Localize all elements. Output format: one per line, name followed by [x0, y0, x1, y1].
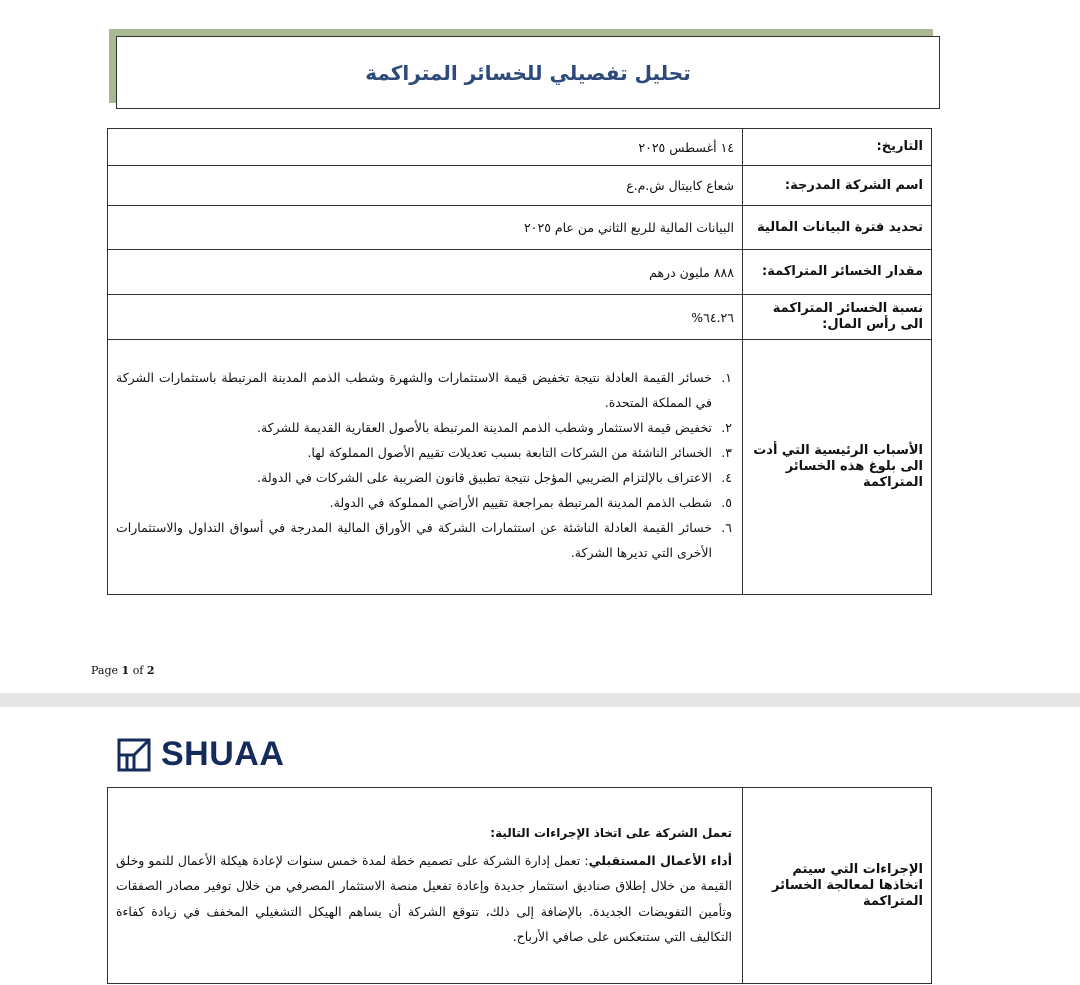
table-row	[108, 788, 932, 984]
actions-table	[107, 787, 932, 984]
list-item: ٢. تخفيض قيمة الاستثمار وشطب الذمم المدينة المرتبطة بالأصول العقارية القديمة للشركة.	[256, 420, 732, 435]
row-label-period: تحديد فترة البيانات المالية	[743, 206, 932, 250]
row-value-ratio: ٦٤.٢٦%	[108, 295, 743, 340]
actions-body	[108, 788, 743, 984]
list-item: ٤. الاعتراف بالإلتزام الضريبي المؤجل نتيجة تطبيق قانون الضريبة على الشركات في الدولة.	[257, 470, 732, 485]
logo-text: SHUAA	[161, 735, 285, 773]
shuaa-logo-icon	[117, 738, 151, 772]
table-row	[108, 250, 932, 295]
row-label-ratio: نسبة الخسائر المتراكمة الى رأس المال:	[743, 295, 932, 340]
table-row	[108, 340, 932, 595]
row-value-losses: ٨٨٨ مليون درهم	[108, 250, 743, 295]
row-label-reasons: الأسباب الرئيسية التي أدت الى بلوغ هذه الخسائر المتراكمة	[743, 340, 932, 595]
list-item: ١. خسائر القيمة العادلة نتيجة تخفيض قيمة الاستثمارات والشهرة وشطب الذمم المدينة المرتبطة باستثمارات الشركة في المملكة المتحدة.	[116, 370, 732, 410]
page-title: تحليل تفصيلي للخسائر المتراكمة	[365, 60, 691, 85]
actions-text: أداء الأعمال المستقبلي: تعمل إدارة الشركة على تصميم خطة لمدة خمس سنوات لإعادة هيكلة الأعمال للنمو وخلق القيمة من خلال إطلاق صناديق استثمار جديدة وإعادة تفعيل منصة الاستثمار المصرفي من خلال توفير مصادر الصفقات وتأمين التفويضات الجديدة. بالإضافة إلى ذلك، تتوقع الشركة أن يساهم الهيكل التشغيلي المخفف في زيادة كفاءة التكاليف التي ستنعكس على صافي الأرباح.	[116, 852, 732, 944]
row-label-company: اسم الشركة المدرجة:	[743, 166, 932, 206]
table-row	[108, 295, 932, 340]
page-number: Page 1 of 2	[91, 664, 155, 677]
row-value-reasons	[108, 340, 743, 595]
actions-heading: تعمل الشركة على اتخاذ الإجراءات التالية:	[490, 825, 732, 840]
list-item: ٣. الخسائر الناشئة من الشركات التابعة بسبب تعديلات تقييم الأصول المملوكة لها.	[307, 445, 732, 460]
row-label-losses: مقدار الخسائر المتراكمة:	[743, 250, 932, 295]
actions-label: الإجراءات التي سيتم اتخاذها لمعالجة الخسائر المتراكمة	[743, 788, 932, 984]
list-item: ٦. خسائر القيمة العادلة الناشئة عن استثمارات الشركة في الأوراق المالية المدرجة في أسواق التداول والاستثمارات الأخرى التي تديرها الشركة.	[116, 520, 732, 560]
list-item: ٥. شطب الذمم المدينة المرتبطة بمراجعة تقييم الأراضي المملوكة في الدولة.	[329, 495, 732, 510]
shuaa-logo	[117, 735, 284, 774]
table-row	[108, 166, 932, 206]
reasons-list	[116, 365, 732, 565]
table-row	[108, 129, 932, 166]
row-value-company: شعاع كابيتال ش.م.ع	[108, 166, 743, 206]
title-box	[116, 36, 940, 109]
row-value-date: ١٤ أغسطس ٢٠٢٥	[108, 129, 743, 166]
row-value-period: البيانات المالية للربع الثاني من عام ٢٠٢٥	[108, 206, 743, 250]
row-label-date: التاريخ:	[743, 129, 932, 166]
document-page-2	[0, 707, 1080, 985]
table-row	[108, 206, 932, 250]
info-table	[107, 128, 932, 595]
page-separator	[0, 693, 1080, 707]
